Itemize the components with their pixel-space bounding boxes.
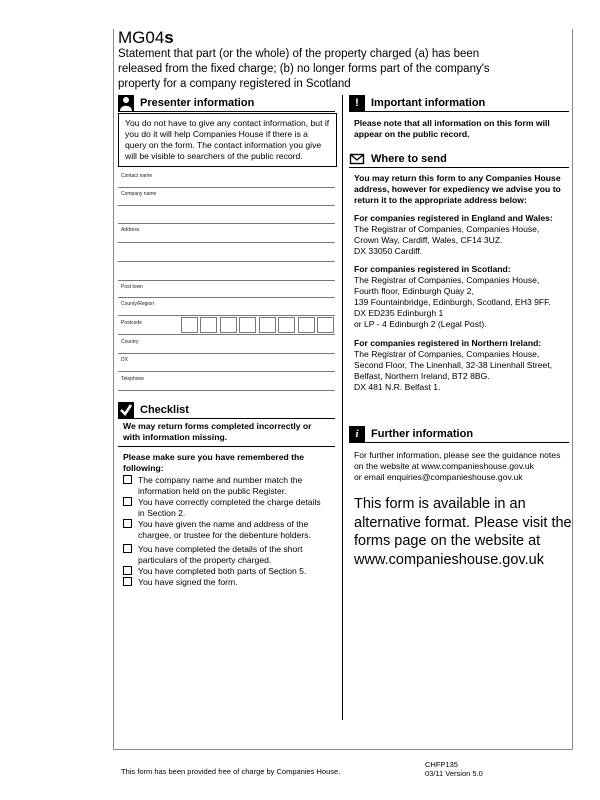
checklist-item-1[interactable] [123, 475, 328, 497]
column-divider [342, 95, 343, 720]
form-subtitle: Statement that part (or the whole) of the property charged (a) has been released from the fixed charge; (b) no longer forms part of the company's property for a company registered in Scotland [118, 48, 490, 90]
postcode-label: Postcode [121, 320, 142, 326]
country-field[interactable] [118, 353, 335, 354]
checklist-intro: Please make sure you have remembered the following: [123, 452, 305, 473]
checkbox-5[interactable] [123, 566, 132, 575]
county-field[interactable] [118, 315, 335, 316]
post-town-label: Post town [121, 284, 143, 290]
post-town-field[interactable] [118, 297, 335, 298]
company-name-field[interactable] [118, 205, 335, 206]
contact-name-field[interactable] [118, 187, 335, 188]
county-label: County/Region [121, 301, 155, 307]
address-field-2[interactable] [118, 261, 335, 262]
contact-name-label: Contact name [121, 173, 153, 179]
ni-title: For companies registered in Northern Ireland: [354, 338, 542, 348]
frame-bottom-rule [113, 749, 573, 750]
presenter-heading [118, 95, 335, 112]
address-label: Address [121, 227, 140, 233]
form-code-prefix: MG04 [118, 28, 165, 47]
checklist-divider [118, 446, 335, 447]
postcode-box-4[interactable] [239, 317, 256, 333]
footer-provided: This form has been provided free of charge by Companies House. [121, 767, 341, 776]
telephone-label: Telephone [121, 376, 145, 382]
company-name-label: Company name [121, 191, 157, 197]
footer-version: 03/11 Version 5.0 [425, 769, 483, 778]
postcode-box-7[interactable] [298, 317, 315, 333]
presenter-intro: You do not have to give any contact information, but if you do it will help Companies House if there is a query on the form. The contact information you give will be visible to searchers of the public record. [118, 113, 337, 167]
checkbox-4[interactable] [123, 544, 132, 553]
form-code-suffix: s [164, 28, 174, 47]
footer-codes [425, 760, 483, 778]
postcode-box-1[interactable] [181, 317, 198, 333]
ni-line-2: Second Floor, The Linenhall, 32-38 Linenhall Street, [354, 360, 553, 370]
telephone-field[interactable] [118, 390, 335, 391]
england-title: For companies registered in England and Wales: [354, 213, 553, 223]
postcode-box-6[interactable] [278, 317, 295, 333]
exclamation-icon: ! [349, 95, 365, 111]
checklist-warning: We may return forms completed incorrectly or with information missing. [123, 421, 312, 442]
where-to-send-heading [349, 151, 569, 168]
info-icon: i [349, 426, 365, 442]
checklist-item-6[interactable] [123, 577, 328, 588]
country-label: Country [121, 339, 139, 345]
dx-label: DX [121, 357, 128, 363]
checklist-item-4[interactable] [123, 544, 328, 566]
further-heading [349, 426, 569, 443]
dx-field[interactable] [118, 371, 335, 372]
checklist-item-4-text: You have completed the details of the short particulars of the property charged. [138, 544, 303, 565]
frame-left-rule [113, 29, 114, 749]
address-field-1[interactable] [118, 242, 335, 243]
scotland-line-4: DX ED235 Edinburgh 1 [354, 308, 444, 318]
england-line-1: The Registrar of Companies, Companies House, [354, 224, 540, 234]
important-text: Please note that all information on this form will appear on the public record. [354, 118, 550, 139]
scotland-line-1: The Registrar of Companies, Companies House, [354, 275, 540, 285]
checkbox-1[interactable] [123, 475, 132, 484]
important-heading [349, 95, 569, 112]
further-text-2: or email enquiries@companieshouse.gov.uk [354, 472, 523, 482]
postcode-box-2[interactable] [200, 317, 217, 333]
checklist-item-6-text: You have signed the form. [138, 577, 238, 587]
checkbox-2[interactable] [123, 497, 132, 506]
checkbox-6[interactable] [123, 577, 132, 586]
envelope-icon [349, 151, 365, 167]
form-code [118, 28, 174, 48]
england-line-3: DX 33050 Cardiff. [354, 246, 423, 256]
footer-chfp: CHFP135 [425, 760, 458, 769]
scotland-line-2: Fourth floor, Edinburgh Quay 2, [354, 286, 474, 296]
alternative-format-notice: This form is available in an alternative format. Please visit the forms page on the website at www.companieshouse.gov.uk [354, 496, 572, 568]
where-to-send-intro: You may return this form to any Companies House address, however for expediency we advise you to return it to the appropriate address below: [354, 173, 561, 205]
checklist-item-1-text: The company name and number match the information held on the public Register. [138, 475, 303, 496]
address-field-3[interactable] [118, 280, 335, 281]
person-icon [118, 95, 134, 111]
checklist-item-3[interactable] [123, 519, 328, 541]
checklist-item-5[interactable] [123, 566, 328, 577]
postcode-box-8[interactable] [317, 317, 334, 333]
checkbox-3[interactable] [123, 519, 132, 528]
ni-line-3: Belfast, Northern Ireland, BT2 8BG. [354, 371, 490, 381]
ni-line-1: The Registrar of Companies, Companies House, [354, 349, 540, 359]
scotland-title: For companies registered in Scotland: [354, 264, 511, 274]
checklist-item-3-text: You have given the name and address of the chargee, or trustee for the debenture holders. [138, 519, 311, 540]
checklist-heading [118, 402, 335, 419]
where-to-send-title: Where to send [371, 153, 447, 165]
postcode-box-3[interactable] [220, 317, 237, 333]
ni-line-4: DX 481 N.R. Belfast 1. [354, 382, 441, 392]
checklist-item-5-text: You have completed both parts of Section 5. [138, 566, 307, 576]
england-line-2: Crown Way, Cardiff, Wales, CF14 3UZ. [354, 235, 503, 245]
scotland-line-3: 139 Fountainbridge, Edinburgh, Scotland, EH3 9FF. [354, 297, 551, 307]
scotland-line-5: or LP - 4 Edinburgh 2 (Legal Post). [354, 319, 487, 329]
checklist-item-2-text: You have correctly completed the charge details in Section 2. [138, 497, 321, 518]
postcode-box-5[interactable] [259, 317, 276, 333]
further-text-1: For further information, please see the guidance notes on the website at www.companieshouse.gov.uk [354, 450, 561, 471]
postcode-line [118, 334, 335, 335]
company-name-field-2[interactable] [118, 223, 335, 224]
further-title: Further information [371, 428, 474, 440]
checklist-item-2[interactable] [123, 497, 328, 519]
important-title: Important information [371, 97, 486, 109]
checklist-title: Checklist [140, 404, 189, 416]
checkmark-icon [118, 402, 134, 418]
presenter-title: Presenter information [140, 97, 255, 109]
frame-right-rule [572, 29, 573, 749]
